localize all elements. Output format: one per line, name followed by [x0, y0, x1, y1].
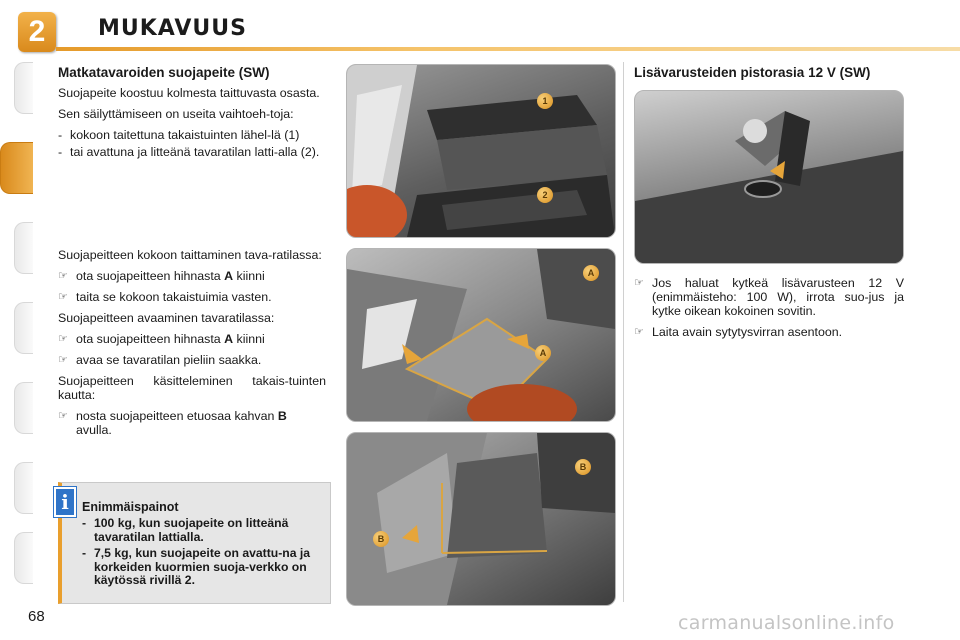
paragraph: Sen säilyttämiseen on useita vaihtoeh-toja: — [58, 107, 294, 121]
cover-rear-seat-image — [346, 432, 616, 606]
image-callout: A — [535, 345, 551, 361]
page-header — [0, 0, 960, 56]
paragraph: Suojapeite koostuu kolmesta taittuvasta osasta. — [58, 86, 320, 100]
header-rule — [56, 47, 960, 51]
paragraph: Suojapeitteen käsitteleminen takais-tuinten kautta: — [58, 374, 326, 402]
accessory-socket-instructions — [634, 276, 904, 346]
page-number: 68 — [28, 608, 45, 625]
info-box-title: Enimmäispainot — [82, 500, 179, 514]
list-item: ☞ taita se kokoon takaistuimia vasten. — [58, 290, 272, 304]
luggage-cover-storage-image — [346, 64, 616, 238]
chapter-tab-2[interactable] — [0, 142, 33, 194]
list-item: ☞ nosta suojapeitteen etuosaa kahvan B avulla. — [58, 409, 287, 437]
image-callout: A — [583, 265, 599, 281]
column-divider — [623, 62, 624, 602]
section-title-luggage-cover: Matkatavaroiden suojapeite (SW) — [58, 65, 270, 80]
accessory-socket-image — [634, 90, 904, 264]
page-title: MUKAVUUS — [98, 16, 247, 41]
section-title-accessory-socket: Lisävarusteiden pistorasia 12 V (SW) — [634, 65, 871, 80]
pointing-hand-icon: ☞ — [634, 326, 644, 338]
pointing-hand-icon: ☞ — [634, 277, 644, 289]
luggage-cover-section — [58, 66, 326, 162]
chapter-tab-7[interactable] — [14, 532, 33, 584]
chapter-tab-6[interactable] — [14, 462, 33, 514]
list-item: ☞ Laita avain sytytysvirran asentoon. — [634, 325, 843, 339]
pointing-hand-icon: ☞ — [58, 291, 68, 303]
chapter-tab-4[interactable] — [14, 302, 33, 354]
list-item: ☞ ota suojapeitteen hihnasta A kiinni — [58, 269, 265, 283]
chapter-tabs — [0, 62, 32, 582]
cover-folding-image — [346, 248, 616, 422]
chapter-badge: 2 — [18, 12, 56, 52]
list-item: - tai avattuna ja litteänä tavaratilan latti-alla (2). — [58, 145, 320, 159]
accessory-socket-section — [634, 66, 904, 86]
list-item: ☞ ota suojapeitteen hihnasta A kiinni — [58, 332, 265, 346]
chapter-tab-3[interactable] — [14, 222, 33, 274]
list-item: ☞ Jos haluat kytkeä lisävarusteen 12 V (enimmäisteho: 100 W), irrota suo-jus ja kytke oikean kokoinen sovitin. — [634, 276, 904, 318]
pointing-hand-icon: ☞ — [58, 333, 68, 345]
list-item: - 7,5 kg, kun suojapeite on avattu-na ja korkeiden kuormien suoja-verkko on käytössä rivillä 2. — [82, 546, 311, 587]
info-icon: i — [54, 487, 76, 517]
paragraph: Suojapeitteen avaaminen tavaratilassa: — [58, 311, 275, 325]
luggage-cover-instructions — [58, 248, 326, 444]
watermark: carmanualsonline.info — [678, 612, 895, 634]
image-callout: B — [575, 459, 591, 475]
chapter-tab-5[interactable] — [14, 382, 33, 434]
list-item: - 100 kg, kun suojapeite on litteänä tavaratilan lattialla. — [82, 516, 289, 544]
pointing-hand-icon: ☞ — [58, 410, 68, 422]
image-callout: B — [373, 531, 389, 547]
info-box-list — [82, 517, 322, 591]
image-callout: 2 — [537, 187, 553, 203]
paragraph: Suojapeitteen kokoon taittaminen tava-ratilassa: — [58, 248, 322, 262]
list-item: - kokoon taitettuna takaistuinten lähel-lä (1) — [58, 128, 300, 142]
pointing-hand-icon: ☞ — [58, 354, 68, 366]
pointing-hand-icon: ☞ — [58, 270, 68, 282]
chapter-tab-1[interactable] — [14, 62, 33, 114]
image-callout: 1 — [537, 93, 553, 109]
list-item: ☞ avaa se tavaratilan pieliin saakka. — [58, 353, 262, 367]
